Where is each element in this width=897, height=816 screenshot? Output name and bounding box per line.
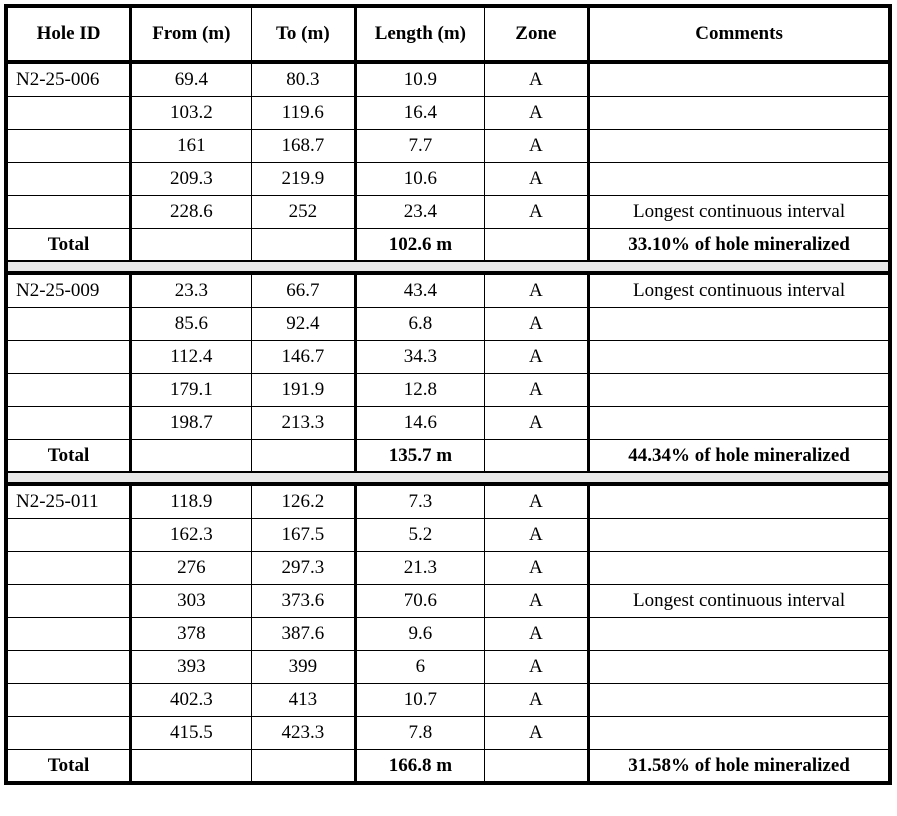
comment-cell xyxy=(589,341,890,374)
comment-cell xyxy=(589,618,890,651)
to-cell: 168.7 xyxy=(251,130,355,163)
hole-id-cell xyxy=(6,196,131,229)
length-cell: 16.4 xyxy=(356,97,485,130)
zone-cell: A xyxy=(484,374,588,407)
section-divider xyxy=(6,472,890,484)
total-to-cell xyxy=(251,440,355,473)
comment-cell xyxy=(589,62,890,97)
total-zone-cell xyxy=(484,229,588,262)
zone-cell: A xyxy=(484,273,588,308)
hole-id-cell xyxy=(6,585,131,618)
hole-id-cell xyxy=(6,130,131,163)
table-row xyxy=(6,684,890,717)
comment-cell xyxy=(589,519,890,552)
header-hole-id: Hole ID xyxy=(6,6,131,62)
length-cell: 34.3 xyxy=(356,341,485,374)
total-length: 135.7 m xyxy=(356,440,485,473)
to-cell: 92.4 xyxy=(251,308,355,341)
comment-cell xyxy=(589,163,890,196)
hole-id-cell xyxy=(6,651,131,684)
from-cell: 85.6 xyxy=(131,308,252,341)
total-row xyxy=(6,440,890,473)
hole-id-cell xyxy=(6,552,131,585)
zone-cell: A xyxy=(484,651,588,684)
table-row xyxy=(6,618,890,651)
zone-cell: A xyxy=(484,308,588,341)
zone-cell: A xyxy=(484,717,588,750)
total-from-cell xyxy=(131,440,252,473)
length-cell: 21.3 xyxy=(356,552,485,585)
comment-cell: Longest continuous interval xyxy=(589,273,890,308)
hole-id-cell xyxy=(6,163,131,196)
length-cell: 9.6 xyxy=(356,618,485,651)
from-cell: 118.9 xyxy=(131,484,252,519)
from-cell: 23.3 xyxy=(131,273,252,308)
to-cell: 167.5 xyxy=(251,519,355,552)
total-comment: 44.34% of hole mineralized xyxy=(589,440,890,473)
header-row xyxy=(6,6,890,62)
zone-cell: A xyxy=(484,585,588,618)
comment-cell xyxy=(589,651,890,684)
total-from-cell xyxy=(131,229,252,262)
to-cell: 66.7 xyxy=(251,273,355,308)
to-cell: 119.6 xyxy=(251,97,355,130)
length-cell: 10.6 xyxy=(356,163,485,196)
table-row xyxy=(6,407,890,440)
from-cell: 198.7 xyxy=(131,407,252,440)
total-zone-cell xyxy=(484,750,588,784)
table-row xyxy=(6,130,890,163)
header-length: Length (m) xyxy=(356,6,485,62)
comment-cell xyxy=(589,484,890,519)
from-cell: 162.3 xyxy=(131,519,252,552)
to-cell: 80.3 xyxy=(251,62,355,97)
table-row xyxy=(6,552,890,585)
header-to: To (m) xyxy=(251,6,355,62)
header-zone: Zone xyxy=(484,6,588,62)
header-comments: Comments xyxy=(589,6,890,62)
hole-id-cell xyxy=(6,717,131,750)
length-cell: 6 xyxy=(356,651,485,684)
hole-id-cell xyxy=(6,407,131,440)
comment-cell xyxy=(589,717,890,750)
from-cell: 303 xyxy=(131,585,252,618)
table-row xyxy=(6,717,890,750)
total-to-cell xyxy=(251,750,355,784)
total-from-cell xyxy=(131,750,252,784)
to-cell: 413 xyxy=(251,684,355,717)
comment-cell xyxy=(589,407,890,440)
from-cell: 393 xyxy=(131,651,252,684)
from-cell: 161 xyxy=(131,130,252,163)
section-divider-cell xyxy=(6,472,890,484)
table-row xyxy=(6,519,890,552)
total-label: Total xyxy=(6,229,131,262)
table-row xyxy=(6,585,890,618)
total-comment: 31.58% of hole mineralized xyxy=(589,750,890,784)
hole-id-cell: N2-25-009 xyxy=(6,273,131,308)
hole-id-cell: N2-25-006 xyxy=(6,62,131,97)
from-cell: 402.3 xyxy=(131,684,252,717)
hole-id-cell xyxy=(6,97,131,130)
to-cell: 252 xyxy=(251,196,355,229)
zone-cell: A xyxy=(484,407,588,440)
length-cell: 23.4 xyxy=(356,196,485,229)
total-comment: 33.10% of hole mineralized xyxy=(589,229,890,262)
zone-cell: A xyxy=(484,196,588,229)
zone-cell: A xyxy=(484,62,588,97)
from-cell: 415.5 xyxy=(131,717,252,750)
length-cell: 12.8 xyxy=(356,374,485,407)
comment-cell xyxy=(589,130,890,163)
drill-results-table xyxy=(4,4,892,785)
section-divider xyxy=(6,261,890,273)
total-row xyxy=(6,229,890,262)
to-cell: 423.3 xyxy=(251,717,355,750)
table-header xyxy=(6,6,890,62)
to-cell: 373.6 xyxy=(251,585,355,618)
zone-cell: A xyxy=(484,519,588,552)
length-cell: 43.4 xyxy=(356,273,485,308)
zone-cell: A xyxy=(484,163,588,196)
table-row xyxy=(6,196,890,229)
hole-id-cell xyxy=(6,684,131,717)
hole-id-cell xyxy=(6,618,131,651)
comment-cell: Longest continuous interval xyxy=(589,196,890,229)
table-row xyxy=(6,374,890,407)
zone-cell: A xyxy=(484,97,588,130)
comment-cell xyxy=(589,552,890,585)
length-cell: 10.9 xyxy=(356,62,485,97)
to-cell: 191.9 xyxy=(251,374,355,407)
length-cell: 7.8 xyxy=(356,717,485,750)
from-cell: 69.4 xyxy=(131,62,252,97)
from-cell: 179.1 xyxy=(131,374,252,407)
header-from: From (m) xyxy=(131,6,252,62)
hole-id-cell xyxy=(6,341,131,374)
to-cell: 297.3 xyxy=(251,552,355,585)
total-length: 166.8 m xyxy=(356,750,485,784)
table-row xyxy=(6,484,890,519)
comment-cell xyxy=(589,308,890,341)
length-cell: 10.7 xyxy=(356,684,485,717)
to-cell: 126.2 xyxy=(251,484,355,519)
table-row xyxy=(6,273,890,308)
zone-cell: A xyxy=(484,484,588,519)
total-zone-cell xyxy=(484,440,588,473)
to-cell: 219.9 xyxy=(251,163,355,196)
length-cell: 70.6 xyxy=(356,585,485,618)
comment-cell xyxy=(589,97,890,130)
comment-cell xyxy=(589,374,890,407)
zone-cell: A xyxy=(484,618,588,651)
hole-id-cell xyxy=(6,374,131,407)
from-cell: 209.3 xyxy=(131,163,252,196)
length-cell: 5.2 xyxy=(356,519,485,552)
section-divider-cell xyxy=(6,261,890,273)
total-row xyxy=(6,750,890,784)
zone-cell: A xyxy=(484,130,588,163)
to-cell: 213.3 xyxy=(251,407,355,440)
table-row xyxy=(6,308,890,341)
table-row xyxy=(6,97,890,130)
from-cell: 378 xyxy=(131,618,252,651)
to-cell: 387.6 xyxy=(251,618,355,651)
zone-cell: A xyxy=(484,684,588,717)
to-cell: 399 xyxy=(251,651,355,684)
to-cell: 146.7 xyxy=(251,341,355,374)
from-cell: 112.4 xyxy=(131,341,252,374)
zone-cell: A xyxy=(484,341,588,374)
hole-id-cell xyxy=(6,308,131,341)
from-cell: 228.6 xyxy=(131,196,252,229)
total-length: 102.6 m xyxy=(356,229,485,262)
total-label: Total xyxy=(6,750,131,784)
table-row xyxy=(6,341,890,374)
table-row xyxy=(6,651,890,684)
total-label: Total xyxy=(6,440,131,473)
length-cell: 6.8 xyxy=(356,308,485,341)
zone-cell: A xyxy=(484,552,588,585)
hole-id-cell xyxy=(6,519,131,552)
length-cell: 14.6 xyxy=(356,407,485,440)
from-cell: 276 xyxy=(131,552,252,585)
comment-cell: Longest continuous interval xyxy=(589,585,890,618)
table-row xyxy=(6,163,890,196)
from-cell: 103.2 xyxy=(131,97,252,130)
length-cell: 7.3 xyxy=(356,484,485,519)
table-row xyxy=(6,62,890,97)
total-to-cell xyxy=(251,229,355,262)
length-cell: 7.7 xyxy=(356,130,485,163)
comment-cell xyxy=(589,684,890,717)
table-body xyxy=(6,62,890,783)
hole-id-cell: N2-25-011 xyxy=(6,484,131,519)
